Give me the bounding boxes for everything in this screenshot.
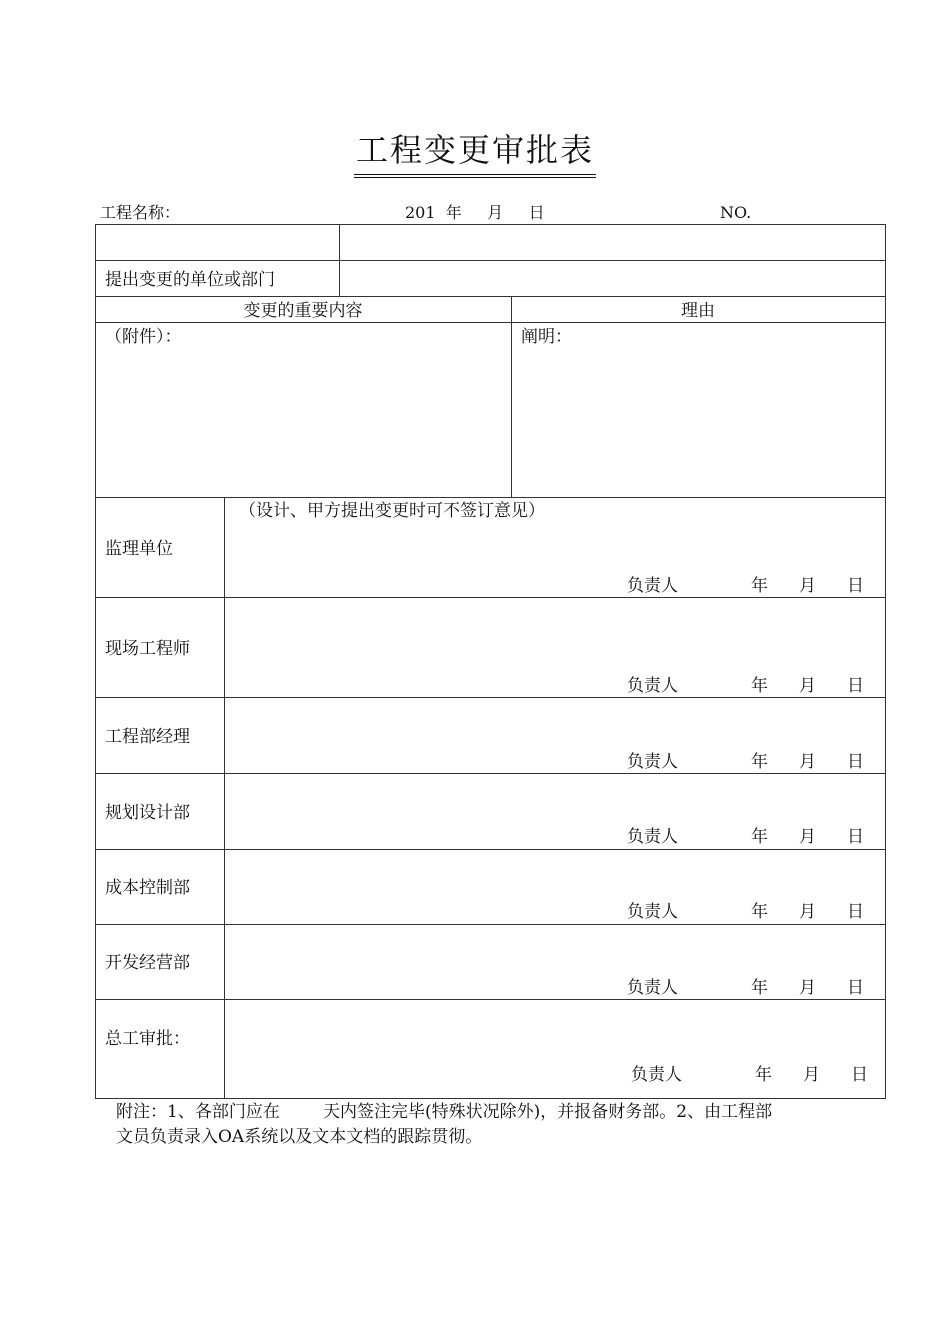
form-title-text: 工程变更审批表 [354, 128, 596, 178]
approval-table [95, 224, 886, 1099]
sign-person: 负责人 [627, 902, 678, 922]
sign-day: 日 [847, 827, 864, 847]
sign-year: 年 [751, 752, 768, 772]
footer-note-line-1: 附注：1、各部门应在 天内签注完毕(特殊状况除外)，并报备财务部。2、由工程部 [116, 1102, 773, 1122]
reason-header: 理由 [681, 301, 715, 321]
sign-day: 日 [851, 1065, 868, 1085]
sign-day: 日 [847, 676, 864, 696]
sign-person: 负责人 [627, 676, 678, 696]
approval-label-development: 开发经营部 [105, 953, 190, 973]
sign-year: 年 [751, 676, 768, 696]
sign-year: 年 [751, 902, 768, 922]
content-header: 变更的重要内容 [243, 301, 363, 321]
sign-month: 月 [803, 1065, 820, 1085]
sign-year: 年 [751, 978, 768, 998]
sign-day: 日 [847, 752, 864, 772]
approval-label-supervision: 监理单位 [105, 539, 173, 559]
explain-label: 阐明： [521, 327, 572, 347]
sign-month: 月 [799, 576, 816, 596]
sign-person: 负责人 [627, 576, 678, 596]
sign-person: 负责人 [627, 978, 678, 998]
approval-label-engineering-manager: 工程部经理 [105, 727, 190, 747]
approval-label-chief-engineer: 总工审批： [105, 1029, 190, 1049]
sign-day: 日 [847, 576, 864, 596]
sign-year: 年 [751, 576, 768, 596]
form-number-label: NO. [720, 203, 752, 222]
attachment-label: （附件）： [105, 327, 182, 347]
date-field: 201 年 月 日 [405, 203, 545, 222]
supervision-note: （设计、甲方提出变更时可不签订意见） [239, 501, 545, 521]
sign-month: 月 [799, 978, 816, 998]
sign-month: 月 [799, 676, 816, 696]
sign-day: 日 [847, 978, 864, 998]
sign-month: 月 [799, 902, 816, 922]
sign-day: 日 [847, 902, 864, 922]
sign-month: 月 [799, 827, 816, 847]
approval-label-planning-design: 规划设计部 [105, 803, 190, 823]
approval-label-site-engineer: 现场工程师 [105, 639, 190, 659]
form-title [0, 128, 950, 178]
sign-person: 负责人 [627, 752, 678, 772]
approval-label-cost-control: 成本控制部 [105, 878, 190, 898]
dept-label: 提出变更的单位或部门 [105, 270, 275, 290]
footer-note [116, 1100, 876, 1150]
sign-person: 负责人 [631, 1065, 682, 1085]
footer-note-line-2: 文员负责录入OA系统以及文本文档的跟踪贯彻。 [116, 1127, 483, 1147]
project-name-label: 工程名称： [100, 203, 181, 222]
sign-person: 负责人 [627, 827, 678, 847]
sign-year: 年 [755, 1065, 772, 1085]
sign-year: 年 [751, 827, 768, 847]
sign-month: 月 [799, 752, 816, 772]
